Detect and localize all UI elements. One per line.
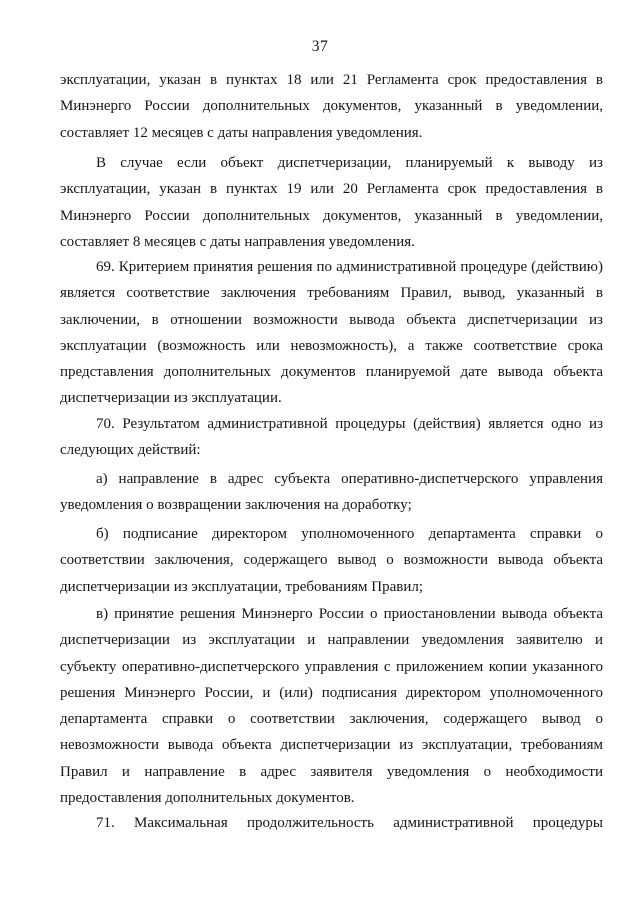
paragraph-case-19-20: В случае если объект диспетчеризации, планируемый к выводу из эксплуатации, указан в пунктах 19 или 20 Регламента срок предоставления в Минэнерго России дополнительных документов, указанный в уведомлении, составляет 8 месяцев с даты направления уведомления. [60, 155, 603, 250]
paragraph-70-a: а) направление в адрес субъекта оперативно-диспетчерского управления уведомления о возвращении заключения на доработку; [60, 471, 603, 514]
paragraph-69: 69. Критерием принятия решения по административной процедуре (действию) является соответствие заключения требованиям Правил, вывод, указанный в заключении, в отношении возможности вывода объекта диспетчеризации из эксплуатации (возможность или невозможность), а также соответствие срока представления дополнительных документов планируемой дате вывода объекта диспетчеризации из эксплуатации. [60, 259, 603, 407]
paragraph-70: 70. Результатом административной процедуры (действия) является одно из следующих действий: [60, 416, 603, 459]
paragraph-70-c: в) принятие решения Минэнерго России о приостановлении вывода объекта диспетчеризации из эксплуатации и направлении уведомления заявителю и субъекту оперативно-диспетчерского управления с приложением копии указанного решения Минэнерго России, и (или) подписания директором уполномоченного департамента справки о соответствии заключения, содержащего вывод о невозможности вывода объекта диспетчеризации из эксплуатации, требованиям Правил и направление в адрес заявителя уведомления о необходимости предоставления дополнительных документов. [60, 606, 603, 807]
paragraph-70-b: б) подписание директором уполномоченного департамента справки о соответствии заключения, содержащего вывод о возможности вывода объекта диспетчеризации из эксплуатации, требованиям Правил; [60, 526, 603, 595]
page-number: 37 [311, 38, 329, 55]
paragraph-continuation: эксплуатации, указан в пунктах 18 или 21 Регламента срок предоставления в Минэнерго России дополнительных документов, указанный в уведомлении, составляет 12 месяцев с даты направления уведомления. [60, 72, 603, 141]
paragraph-71: 71. Максимальная продолжительность административной процедуры [96, 815, 603, 831]
